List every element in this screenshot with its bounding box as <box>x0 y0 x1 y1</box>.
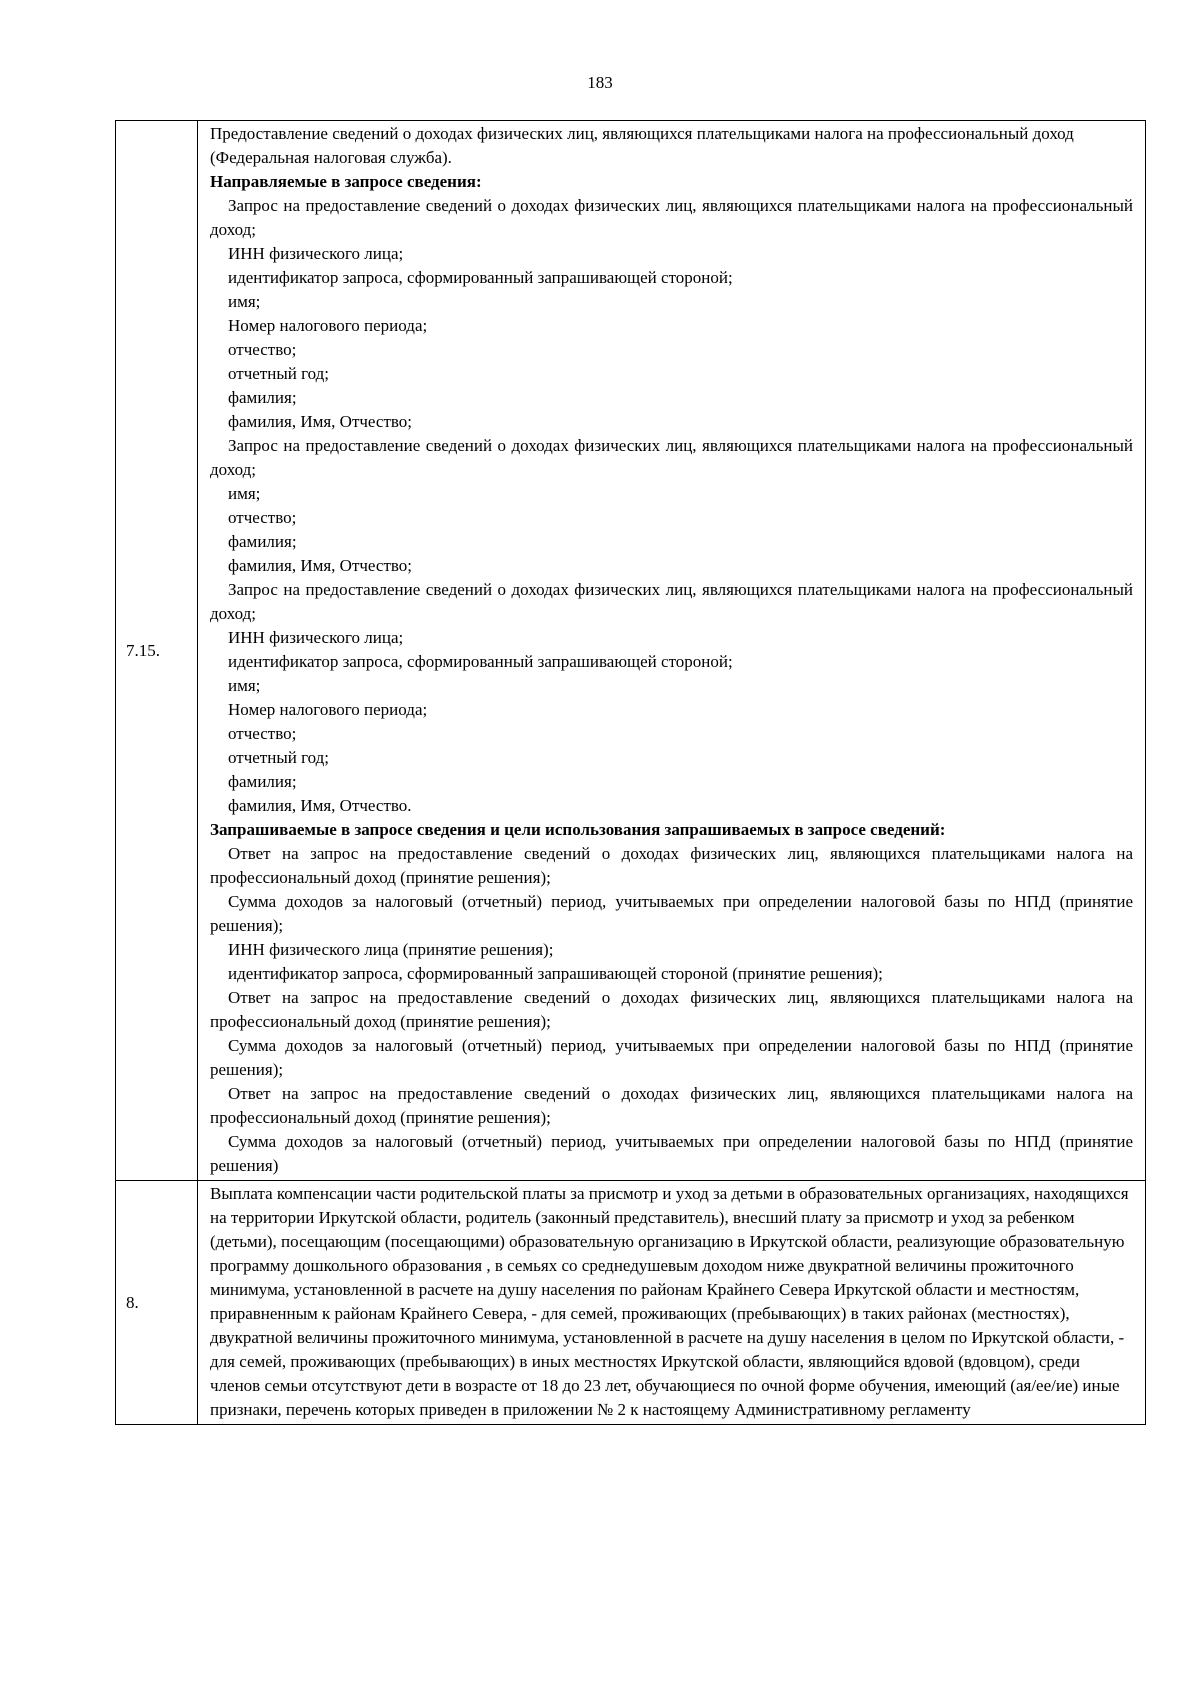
list-item: Запрос на предоставление сведений о доходах физических лиц, являющихся плательщиками налога на профессиональный доход; <box>210 436 1133 479</box>
list-item: ИНН физического лица; <box>228 628 404 647</box>
list-item: фамилия, Имя, Отчество; <box>228 556 413 575</box>
row-content <box>198 1181 1146 1425</box>
requested-items-list <box>210 842 1133 1178</box>
list-item: Запрос на предоставление сведений о доходах физических лиц, являющихся плательщиками налога на профессиональный доход; <box>210 196 1133 239</box>
page-number: 183 <box>587 73 613 92</box>
list-item: отчетный год; <box>228 748 330 767</box>
list-item: фамилия, Имя, Отчество; <box>228 412 413 431</box>
list-item: отчество; <box>228 340 297 359</box>
section-heading-requested: Запрашиваемые в запросе сведения и цели использования запрашиваемых в запросе сведений: <box>210 820 946 839</box>
sent-items-list <box>210 194 1133 818</box>
list-item: фамилия; <box>228 532 297 551</box>
list-item: Сумма доходов за налоговый (отчетный) период, учитываемых при определении налоговой базы по НПД (принятие решения); <box>210 1036 1133 1079</box>
row-number: 8. <box>116 1181 198 1425</box>
list-item: фамилия; <box>228 772 297 791</box>
row-content <box>198 121 1146 1181</box>
list-item: имя; <box>228 292 261 311</box>
list-item: Ответ на запрос на предоставление сведений о доходах физических лиц, являющихся плательщиками налога на профессиональный доход (принятие решения); <box>210 988 1133 1031</box>
list-item: Сумма доходов за налоговый (отчетный) период, учитываемых при определении налоговой базы по НПД (принятие решения) <box>210 1132 1133 1175</box>
row-number: 7.15. <box>116 121 198 1181</box>
service-intro: Предоставление сведений о доходах физических лиц, являющихся плательщиками налога на профессиональный доход (Федеральная налоговая служба). <box>210 124 1074 167</box>
list-item: имя; <box>228 484 261 503</box>
list-item: отчество; <box>228 508 297 527</box>
list-item: отчетный год; <box>228 364 330 383</box>
list-item: Сумма доходов за налоговый (отчетный) период, учитываемых при определении налоговой базы по НПД (принятие решения); <box>210 892 1133 935</box>
list-item: идентификатор запроса, сформированный запрашивающей стороной (принятие решения); <box>228 964 883 983</box>
list-item: Номер налогового периода; <box>228 316 428 335</box>
list-item: Ответ на запрос на предоставление сведений о доходах физических лиц, являющихся плательщиками налога на профессиональный доход (принятие решения); <box>210 844 1133 887</box>
list-item: Номер налогового периода; <box>228 700 428 719</box>
list-item: Ответ на запрос на предоставление сведений о доходах физических лиц, являющихся плательщиками налога на профессиональный доход (принятие решения); <box>210 1084 1133 1127</box>
list-item: фамилия; <box>228 388 297 407</box>
list-item: идентификатор запроса, сформированный запрашивающей стороной; <box>228 652 733 671</box>
table-row-7-15 <box>116 121 1146 1181</box>
table-row-8 <box>116 1181 1146 1425</box>
services-table <box>115 120 1146 1425</box>
list-item: идентификатор запроса, сформированный запрашивающей стороной; <box>228 268 733 287</box>
list-item: отчество; <box>228 724 297 743</box>
list-item: Запрос на предоставление сведений о доходах физических лиц, являющихся плательщиками налога на профессиональный доход; <box>210 580 1133 623</box>
list-item: фамилия, Имя, Отчество. <box>228 796 412 815</box>
list-item: ИНН физического лица; <box>228 244 404 263</box>
list-item: имя; <box>228 676 261 695</box>
list-item: ИНН физического лица (принятие решения); <box>228 940 554 959</box>
section-heading-sent: Направляемые в запросе сведения: <box>210 172 482 191</box>
service-description: Выплата компенсации части родительской платы за присмотр и уход за детьми в образовательных организациях, находящихся на территории Иркутской области, родитель (законный представитель), внесший плату за присмотр и уход за ребенком (детьми), посещающим (посещающими) образовательную организацию в Иркутской области, реализующие образовательную программу дошкольного образования , в семьях со среднедушевым доходом ниже двукратной величины прожиточного минимума, установленной в расчете на душу населения по районам Крайнего Севера Иркутской области и местностям, приравненным к районам Крайнего Севера, - для семей, проживающих (пребывающих) в таких районах (местностях), двукратной величины прожиточного минимума, установленной в расчете на душу населения в целом по Иркутской области, - для семей, проживающих (пребывающих) в иных местностях Иркутской области, являющийся вдовой (вдовцом), среди членов семьи отсутствуют дети в возрасте от 18 до 23 лет, обучающиеся по очной форме обучения, имеющий (ая/ее/ие) иные признаки, перечень которых приведен в приложении № 2 к настоящему Административному регламенту <box>210 1184 1129 1419</box>
